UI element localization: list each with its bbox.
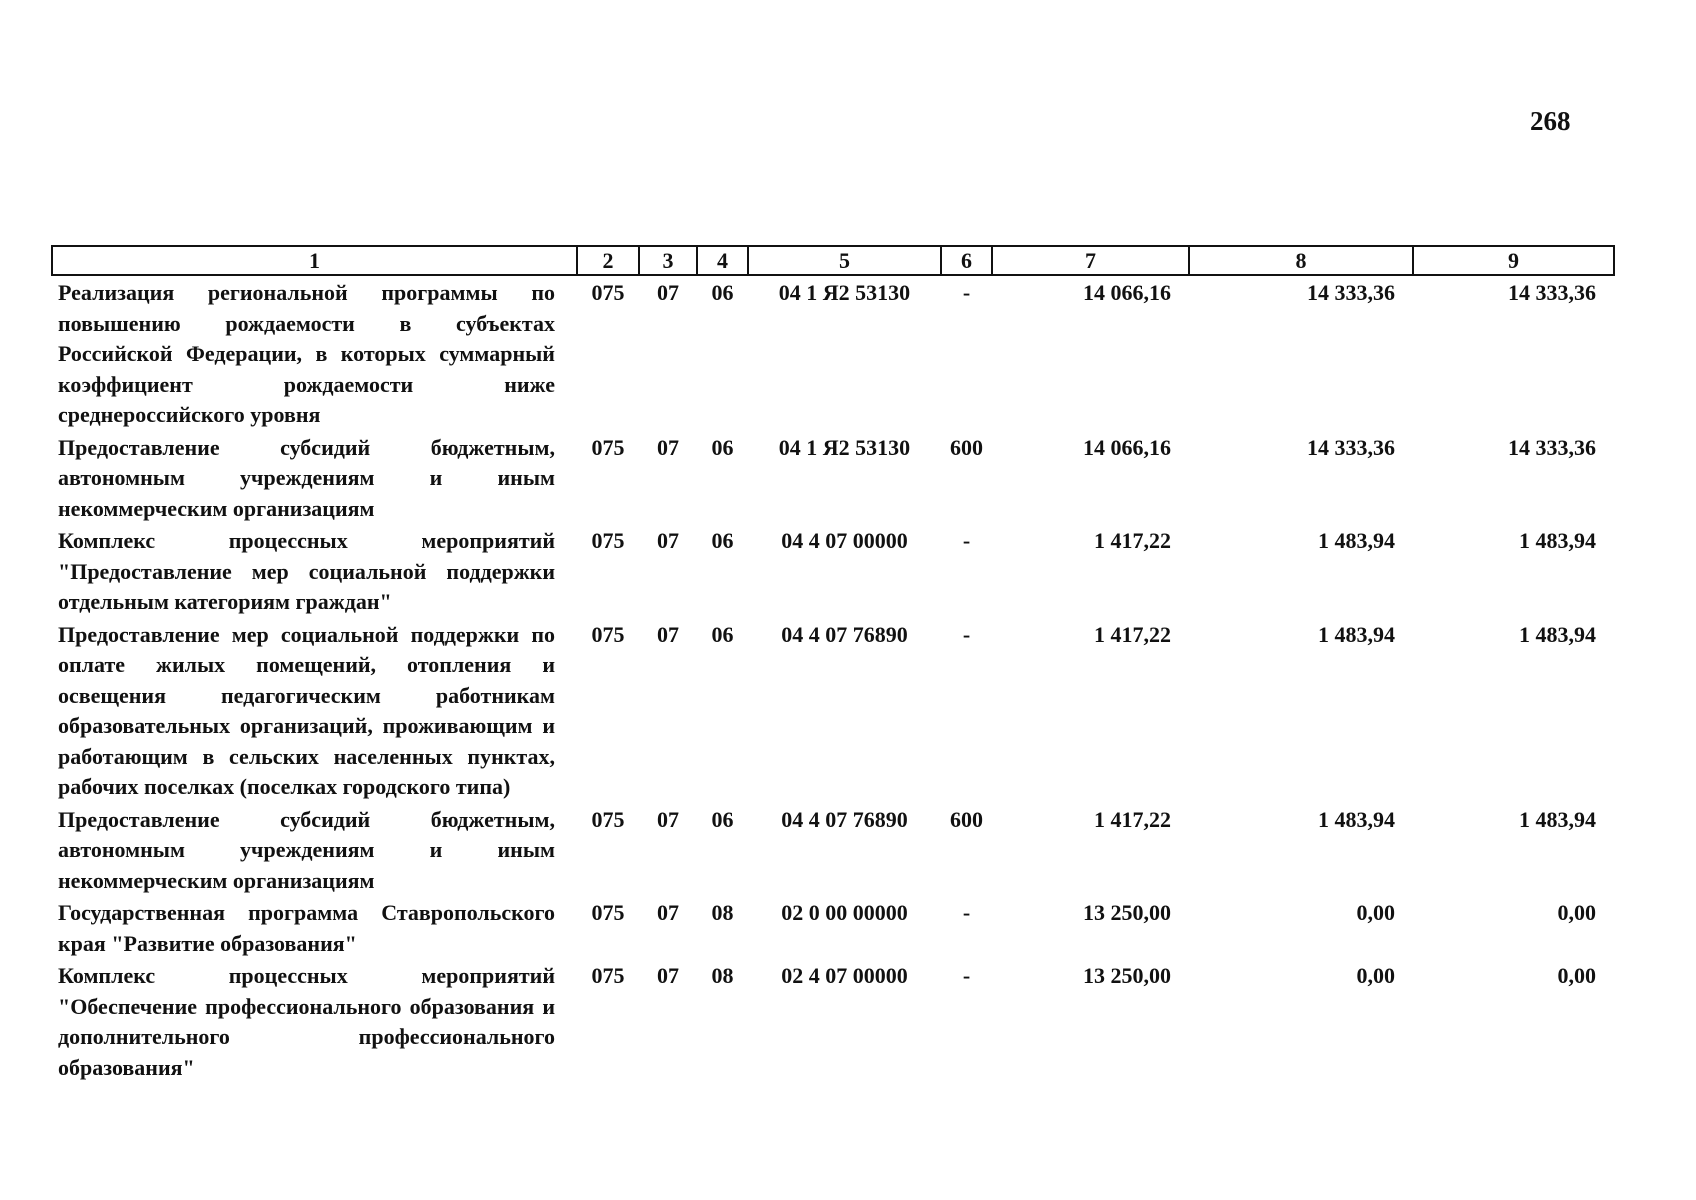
cell-target-article: 04 4 07 76890 <box>781 621 908 647</box>
column-header-7: 7 <box>992 246 1189 275</box>
cell-expense-type: - <box>962 280 971 305</box>
cell-amount-9: 1 483,94 <box>1519 528 1596 553</box>
cell-amount-8: 1 483,94 <box>1318 621 1395 647</box>
cell-amount-8: 14 333,36 <box>1307 434 1395 460</box>
row-name: Комплекс процессных мероприятий "Обеспечение профессионального образования и дополнительного профессионального образования" <box>58 963 555 1080</box>
cell-target-article: 04 1 Я2 53130 <box>778 434 911 460</box>
cell-section: 07 <box>657 963 679 988</box>
cell-subsection: 08 <box>711 963 734 988</box>
cell-amount-7: 14 066,16 <box>1083 434 1171 460</box>
cell-subsection: 06 <box>711 806 734 832</box>
cell-ministry: 075 <box>591 963 625 988</box>
column-header-8: 8 <box>1189 246 1413 275</box>
page-number: 268 <box>1530 106 1571 136</box>
cell-amount-9: 1 483,94 <box>1519 806 1596 832</box>
cell-amount-9: 0,00 <box>1557 900 1596 925</box>
cell-expense-type: - <box>962 963 971 988</box>
cell-amount-8: 1 483,94 <box>1318 528 1395 553</box>
cell-target-article: 02 4 07 00000 <box>781 963 908 988</box>
cell-expense-type: 600 <box>950 434 983 460</box>
column-header-5: 5 <box>748 246 941 275</box>
cell-amount-7: 13 250,00 <box>1083 900 1171 925</box>
cell-target-article: 02 0 00 00000 <box>781 900 908 925</box>
cell-amount-7: 1 417,22 <box>1094 528 1171 553</box>
cell-amount-7: 1 417,22 <box>1094 621 1171 647</box>
cell-expense-type: 600 <box>950 806 983 832</box>
cell-ministry: 075 <box>591 434 625 460</box>
cell-expense-type: - <box>962 621 971 647</box>
cell-section: 07 <box>657 806 679 832</box>
cell-section: 07 <box>657 280 679 305</box>
row-name: Государственная программа Ставропольского края "Развитие образования" <box>58 900 555 956</box>
row-name: Реализация региональной программы по повышению рождаемости в субъектах Российской Федерации, в которых суммарный коэффициент рождаемости ниже среднероссийского уровня <box>58 280 555 427</box>
header-row <box>52 246 1614 275</box>
cell-ministry: 075 <box>591 900 625 925</box>
cell-amount-7: 1 417,22 <box>1094 806 1171 832</box>
cell-section: 07 <box>657 528 679 553</box>
table-row <box>52 524 1614 618</box>
row-name: Предоставление мер социальной поддержки по оплате жилых помещений, отопления и освещения педагогическим работникам образовательных организаций, проживающим и работающим в сельских населенных пунктах, рабочих поселках (поселках городского типа) <box>58 621 555 799</box>
cell-subsection: 06 <box>711 528 734 553</box>
cell-ministry: 075 <box>591 528 625 553</box>
table-row <box>52 803 1614 897</box>
column-header-3: 3 <box>639 246 697 275</box>
cell-target-article: 04 4 07 76890 <box>781 806 908 832</box>
row-name: Предоставление субсидий бюджетным, автономным учреждениям и иным некоммерческим организациям <box>58 434 555 521</box>
table-row <box>52 431 1614 525</box>
cell-ministry: 075 <box>591 806 625 832</box>
cell-amount-9: 14 333,36 <box>1508 280 1596 305</box>
table-body <box>52 275 1614 1083</box>
cell-ministry: 075 <box>591 621 625 647</box>
column-header-4: 4 <box>697 246 748 275</box>
cell-amount-7: 14 066,16 <box>1083 280 1171 305</box>
cell-amount-8: 14 333,36 <box>1307 280 1395 305</box>
cell-expense-type: - <box>962 900 971 925</box>
cell-amount-7: 13 250,00 <box>1083 963 1171 988</box>
table-row <box>52 275 1614 431</box>
table-header <box>52 246 1614 275</box>
cell-section: 07 <box>657 434 679 460</box>
cell-target-article: 04 4 07 00000 <box>781 528 908 553</box>
cell-amount-8: 0,00 <box>1356 900 1395 925</box>
cell-expense-type: - <box>962 528 971 553</box>
table-row <box>52 618 1614 803</box>
column-header-6: 6 <box>941 246 992 275</box>
cell-section: 07 <box>657 900 679 925</box>
cell-section: 07 <box>657 621 679 647</box>
cell-amount-9: 1 483,94 <box>1519 621 1596 647</box>
table-row <box>52 896 1614 959</box>
row-name: Предоставление субсидий бюджетным, автономным учреждениям и иным некоммерческим организациям <box>58 806 555 893</box>
cell-subsection: 06 <box>711 621 734 647</box>
column-header-9: 9 <box>1413 246 1614 275</box>
row-name: Комплекс процессных мероприятий "Предоставление мер социальной поддержки отдельным категориям граждан" <box>58 528 555 614</box>
cell-subsection: 06 <box>711 434 734 460</box>
table-row <box>52 959 1614 1083</box>
cell-amount-8: 1 483,94 <box>1318 806 1395 832</box>
cell-subsection: 06 <box>711 280 734 305</box>
budget-table <box>51 245 1615 1083</box>
cell-amount-9: 14 333,36 <box>1508 434 1596 460</box>
cell-ministry: 075 <box>591 280 625 305</box>
column-header-1: 1 <box>52 246 577 275</box>
cell-amount-9: 0,00 <box>1557 963 1596 988</box>
cell-target-article: 04 1 Я2 53130 <box>778 280 911 305</box>
column-header-2: 2 <box>577 246 639 275</box>
cell-amount-8: 0,00 <box>1356 963 1395 988</box>
cell-subsection: 08 <box>711 900 734 925</box>
